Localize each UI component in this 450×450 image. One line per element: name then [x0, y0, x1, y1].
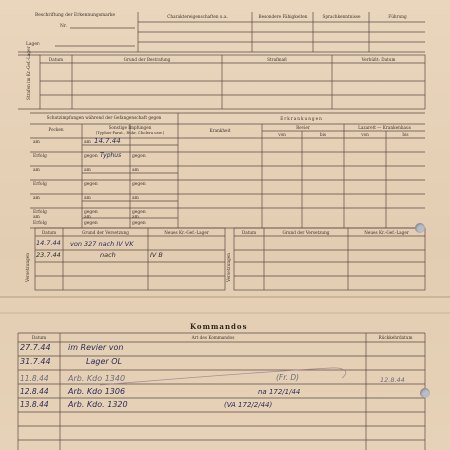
impf-row5-mid: am — [84, 196, 91, 201]
impf-col-sonstige: Sonstige Impfungen — [108, 125, 152, 130]
impf-col-pocken: Pocken — [48, 127, 64, 132]
vers-col-grund: Grund der Versetzung — [82, 230, 129, 235]
impf-row8-mid: gegen — [84, 221, 98, 226]
erk-revier-von: von — [278, 132, 286, 137]
pencil-stroke — [100, 368, 346, 385]
impf-row3-right: am — [132, 168, 139, 173]
punch-hole-top — [415, 223, 425, 233]
vers-hw-dest-2: IV B — [150, 251, 163, 259]
impf-row6-right: gegen — [132, 210, 146, 215]
kdo-row5-date: 13.8.44 — [20, 400, 49, 409]
impf-row2-mid: gegen — [84, 154, 98, 159]
erk-revier-bis: bis — [319, 132, 327, 137]
kdo-row2-text: Lager OL — [86, 357, 122, 366]
vers-col-datum: Datum — [41, 230, 57, 235]
erk-col-lazarett: Lazarett — Krankenhaus — [358, 125, 411, 130]
impf-row6-left: Erfolg — [33, 210, 47, 215]
erkrankungen-title: Erkrankungen — [280, 116, 323, 121]
kdo-row3-note: (Fr. D) — [276, 373, 300, 382]
impfungen-title: Schutzimpfungen während der Gefangenschaft gegen — [46, 115, 162, 120]
kdo-row4-date: 12.8.44 — [20, 387, 49, 396]
impf-row3-left: am — [33, 168, 40, 173]
card-fold-shadow — [0, 312, 450, 314]
strafen-col-datum: Datum — [48, 57, 64, 62]
strafen-side-label: Strafen im Kr.-Gef.-Lager — [26, 46, 31, 100]
impf-row6-mid: gegen — [84, 210, 98, 215]
nr-label: Nr. — [60, 24, 67, 29]
kdo-col-rueck: Rückkehrdatum — [378, 335, 413, 340]
kdo-row1-date: 27.7.44 — [20, 343, 51, 352]
impf-row5-left: am — [33, 196, 40, 201]
col-charakter: Charaktereigenschaften u.a. — [167, 14, 228, 19]
vers-hw-date-1: 14.7.44 — [36, 239, 61, 247]
erk-col-krankheit: Krankheit — [209, 128, 231, 133]
vers-right-col-grund: Grund der Versetzung — [282, 230, 330, 235]
strafen-col-strafmass: Strafmaß — [267, 57, 287, 62]
vers-hw-text-2: nach — [100, 251, 116, 259]
vers-side-label: Versetzungen — [25, 253, 30, 282]
impf-row3-mid: am — [84, 168, 91, 173]
impf-row2-hw: Typhus — [100, 152, 122, 159]
strafen-col-verbuesst: Verbüßt: Datum — [361, 57, 396, 62]
vers-right-side-label: Versetzungen — [226, 253, 231, 282]
kdo-row2-date: 31.7.44 — [20, 357, 51, 366]
impf-row4-right: gegen — [132, 182, 146, 187]
impf-row8-right: gegen — [132, 221, 146, 226]
col-faehigkeiten: Besondere Fähigkeiten — [258, 14, 308, 19]
impf-row1-left: am — [33, 140, 40, 145]
col-fuehrung: Führung — [388, 14, 407, 19]
kdo-row3-date: 11.8.44 — [20, 374, 49, 383]
erk-laz-bis: bis — [402, 132, 409, 137]
impf-row8-left: Erfolg — [33, 221, 47, 226]
kdo-row4-note: na 172/1/44 — [258, 388, 301, 396]
impf-row2-left: Erfolg — [33, 154, 47, 159]
vers-right-col-datum: Datum — [241, 230, 257, 235]
kdo-row5-text: Arb. Kdo. 1320 — [68, 400, 128, 409]
card-fold — [0, 296, 450, 298]
vers-hw-text-1: von 327 nach IV VK — [70, 240, 134, 248]
impf-row4-left: Erfolg — [33, 182, 47, 187]
impf-row7-left: am — [33, 215, 40, 220]
kdo-row3-text: Arb. Kdo 1340 — [68, 374, 126, 383]
vers-col-neues: Neues Kr.-Gef.-Lager — [164, 230, 209, 235]
impf-row7-mid: am — [84, 215, 91, 220]
erk-col-revier: Revier — [296, 125, 310, 130]
kommandos-title: Kommandos — [190, 322, 248, 331]
impf-row4-mid: gegen — [84, 182, 98, 187]
impf-col-sonstige-sub: (Typhus-Parat., Ruhr, Cholera usw.) — [95, 130, 165, 135]
vers-right-col-neues: Neues Kr.-Gef.-Lager — [364, 230, 409, 235]
kdo-row5-note: (VA 172/2/44) — [224, 401, 273, 409]
impf-row2-right: gegen — [132, 154, 146, 159]
strafen-col-grund: Grund der Bestrafung — [123, 57, 171, 62]
impf-row5-right: am — [132, 196, 139, 201]
impf-row1-mid: am — [84, 140, 91, 145]
kdo-col-art: Art des Kommandos — [191, 335, 235, 340]
kdo-row4-text: Arb. Kdo 1306 — [68, 387, 126, 396]
erk-laz-von: von — [361, 132, 369, 137]
punch-hole-bottom — [420, 388, 430, 398]
vers-hw-date-2: 23.7.44 — [36, 251, 61, 259]
col-sprachen: Sprachkenntnisse — [322, 14, 361, 19]
impf-row7-right: am — [132, 215, 139, 220]
kdo-row1-text: im Revier von — [68, 343, 124, 352]
kdo-row3-ret: 12.8.44 — [380, 376, 405, 384]
kdo-col-datum: Datum — [31, 335, 47, 340]
impf-row1-hw: 14.7.44 — [94, 137, 121, 145]
lager-label: Lager: — [26, 42, 41, 47]
desc-label: Beschriftung der Erkennungsmarke — [35, 13, 116, 18]
